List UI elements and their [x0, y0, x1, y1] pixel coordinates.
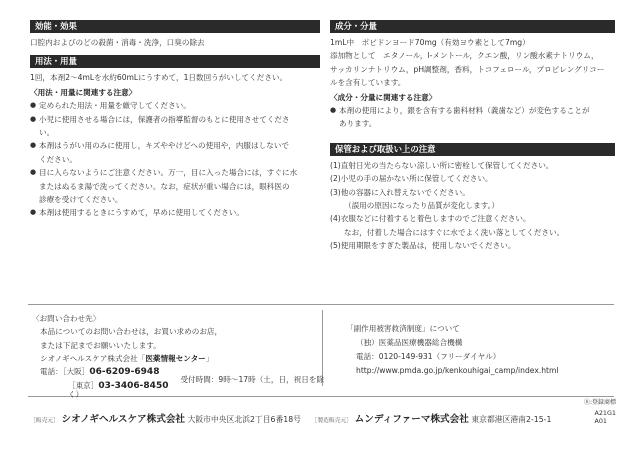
- contact-title: 〈お問い合わせ先〉: [32, 314, 101, 323]
- seller-company: シオノギヘルスケア株式会社: [61, 414, 186, 425]
- storage-list: [330, 159, 615, 253]
- bullet-dot-icon: ●: [30, 101, 37, 110]
- bullet-item: [30, 166, 320, 206]
- storage-item-continuation: （誤用の原因になったり品質が変化します。）: [344, 201, 500, 211]
- divider-top: [28, 304, 614, 305]
- storage-item: (3)他の容器に入れ替えないでください。: [330, 187, 470, 197]
- dosage-header: 用法・用量: [30, 55, 320, 68]
- relief-org: （独）医薬品医療機器総合機構: [356, 338, 463, 347]
- ingredient-bullet-list: [330, 104, 615, 131]
- relief-title: 「副作用被害救済制度」について: [346, 324, 460, 333]
- bullet-item: [30, 113, 320, 140]
- bullet-line: あります。: [339, 119, 377, 129]
- right-column: [330, 20, 615, 253]
- ingredient-line: 添加物として エタノール，l-メントール，クエン酸，リン酸水素ナトリウム，: [330, 51, 599, 61]
- seller-address: 大阪市中央区北浜2丁目6番18号: [187, 415, 301, 424]
- relief-url[interactable]: http://www.pmda.go.jp/kenkouhigai_camp/index.html: [356, 366, 559, 375]
- storage-item: (1)直射日光の当たらない涼しい所に密栓して保管してください。: [330, 160, 554, 170]
- registered-trademark-note: Ⓡ:登録商標: [583, 399, 616, 406]
- bullet-text: [39, 166, 320, 206]
- storage-item: (5)使用期限をすぎた製品は，使用しないでください。: [330, 241, 516, 251]
- lot-code: [594, 409, 616, 425]
- ingredient-line: ルを含有しています。: [330, 78, 406, 88]
- tokyo-phone: 03-3406-8450: [98, 381, 169, 392]
- tel-label: 電話：: [40, 367, 63, 377]
- maker-company: ムンディファーマ株式会社: [354, 414, 469, 425]
- bullet-dot-icon: ●: [330, 106, 337, 115]
- bullet-line: 本剤はうがい用のみに使用し，キズややけどへの使用や，内服はしないで: [39, 141, 289, 151]
- bullet-text: [39, 113, 320, 140]
- bullet-dot-icon: ●: [30, 141, 37, 150]
- contact-company-prefix: シオノギヘルスケア株式会社「: [40, 353, 146, 363]
- ingredient-lines: [330, 36, 615, 90]
- relief-system-block: [346, 322, 616, 378]
- osaka-phone: 06-6209-6948: [89, 367, 160, 378]
- left-column: [30, 20, 320, 220]
- contact-company: [40, 352, 330, 365]
- contact-company-suffix: 」: [205, 353, 214, 363]
- storage-header: 保管および取扱い上の注意: [330, 143, 615, 156]
- ingredients-header: 成分・分量: [330, 20, 615, 33]
- bullet-line: い。: [39, 128, 55, 138]
- bullet-item: [330, 104, 615, 131]
- tokyo-label: ［東京］: [68, 381, 99, 391]
- lot-code-2: A01: [594, 417, 607, 425]
- efficacy-header: 効能・効果: [30, 20, 320, 33]
- dosage-bullet-list: [30, 99, 320, 220]
- bullet-line: 定められた用法・用量を厳守してください。: [39, 101, 191, 111]
- ingredients-sub-heading: 〈成分・分量に関連する注意〉: [330, 92, 437, 102]
- bullet-line: 小児に使用させる場合には，保護者の指導監督のもとに使用させてくださ: [39, 114, 290, 124]
- bullet-dot-icon: ●: [30, 208, 37, 217]
- reception-hours: 受付時間：9時～17時（土，日，祝日を除く）: [68, 375, 325, 399]
- storage-item: (4)衣服などに付着すると着色しますのでご注意ください。: [330, 214, 531, 224]
- bullet-item: [30, 139, 320, 166]
- maker-address: 東京都港区港南2-15-1: [471, 415, 552, 424]
- lot-code-1: A21G1: [594, 409, 616, 417]
- bullet-line: 目に入らないようにご注意ください。万一，目に入った場合には，すぐに水: [39, 168, 298, 178]
- contact-line-2: または下記までお願いいたします。: [40, 340, 161, 350]
- dosage-text: 1回，本剤2～4mLを水約60mLにうすめて，1日数回うがいしてください。: [30, 73, 288, 83]
- ingredient-line: サッカリンナトリウム，pH調整剤，香料，トコフェロール，プロピレングリコー: [330, 64, 605, 74]
- contact-line-1: 本品についてのお問い合わせは，お買い求めのお店，: [40, 327, 223, 337]
- bullet-line: 本剤は使用するときにうすめて，早めに使用してください。: [39, 208, 244, 218]
- bullet-text: [339, 104, 615, 131]
- maker-tag: ［製造販売元］: [311, 418, 353, 424]
- bullet-dot-icon: ●: [30, 168, 37, 177]
- ingredient-line: 1mL中 ポビドンヨード70mg（有効ヨウ素として7mg）: [330, 38, 530, 47]
- seller-tag: ［販売元］: [30, 418, 59, 424]
- tel-tokyo: [40, 375, 330, 407]
- bullet-line: ください。: [39, 154, 77, 164]
- storage-item: (2)小児の手の届かない所に保管してください。: [330, 174, 493, 184]
- footer: [30, 411, 620, 425]
- bullet-text: [39, 206, 320, 219]
- bullet-text: [39, 99, 320, 112]
- bullet-line: 診療を受けてください。: [39, 195, 123, 205]
- storage-item-continuation: なお，付着した場合にはすぐに水でよく洗い落としてください。: [344, 227, 565, 237]
- contact-block: [32, 312, 330, 407]
- bullet-line: 本剤の使用により，銀を含有する歯科材料（義歯など）が変色することが: [339, 106, 590, 116]
- relief-phone: 電話：0120-149-931（フリーダイヤル）: [356, 352, 501, 361]
- efficacy-text: 口腔内およびのどの殺菌・消毒・洗浄，口臭の除去: [30, 38, 205, 47]
- bullet-item: [30, 99, 320, 112]
- bullet-line: またはぬるま湯で洗ってください。なお，症状が重い場合には，眼科医の: [39, 181, 290, 191]
- bullet-dot-icon: ●: [30, 114, 37, 123]
- osaka-label: ［大阪］: [62, 367, 90, 377]
- bullet-item: [30, 206, 320, 219]
- dosage-sub-heading: 〈用法・用量に関連する注意〉: [30, 87, 137, 97]
- info-center-name: 医薬情報センター: [145, 353, 206, 363]
- bullet-text: [39, 139, 320, 166]
